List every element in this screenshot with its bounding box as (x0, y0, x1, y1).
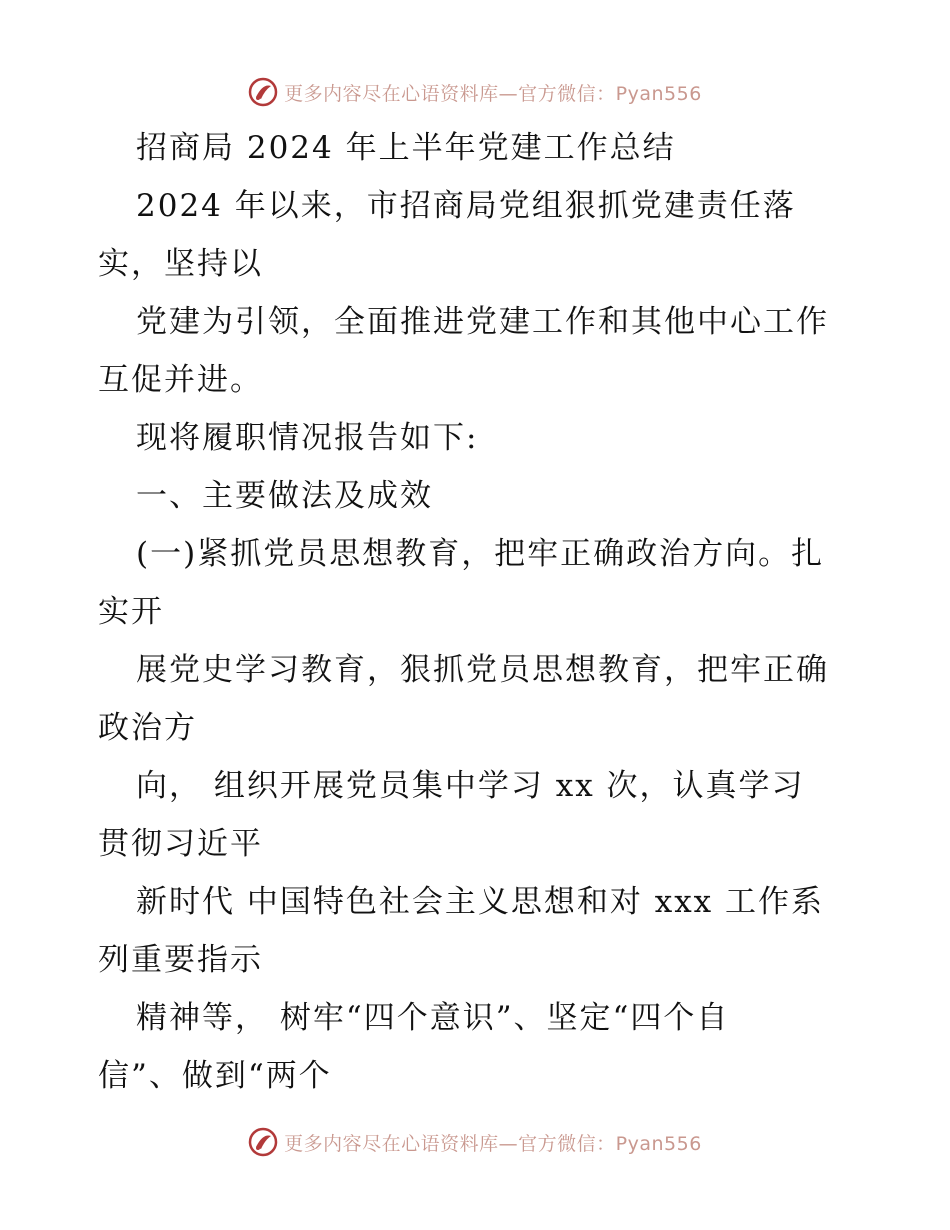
paragraph-line: 向， 组织开展党员集中学习 xx 次，认真学习 (136, 768, 805, 804)
paragraph-line: 2024 年以来，市招商局党组狠抓党建责任落 (136, 188, 796, 224)
paragraph-line: 互促并进。 (98, 362, 263, 398)
paragraph-line: 实开 (98, 594, 164, 630)
subsection-heading: (一)紧抓党员思想教育，把牢正确政治方向。扎 (136, 536, 825, 572)
brand-logo-icon (248, 77, 278, 107)
brand-logo-icon (248, 1127, 278, 1157)
footer-banner (0, 1122, 950, 1162)
paragraph-line: 贯彻习近平 (98, 826, 263, 862)
paragraph-line: 实，坚持以 (98, 246, 263, 282)
paragraph-line: 信”、做到“两个 (98, 1058, 332, 1094)
paragraph-line: 列重要指示 (98, 942, 263, 978)
paragraph-line: 新时代 中国特色社会主义思想和对 xxx 工作系 (136, 884, 825, 920)
paragraph-line: 精神等， 树牢“四个意识”、坚定“四个自 (136, 1000, 730, 1036)
header-banner (0, 72, 950, 112)
paragraph-line: 党建为引领，全面推进党建工作和其他中心工作 (136, 304, 829, 340)
paragraph-line: 政治方 (98, 710, 197, 746)
header-banner-text: 更多内容尽在心语资料库—官方微信：Pyan556 (284, 82, 702, 105)
paragraph-line: 现将履职情况报告如下: (136, 420, 479, 456)
document-title: 招商局 2024 年上半年党建工作总结 (136, 130, 676, 166)
footer-banner-text: 更多内容尽在心语资料库—官方微信：Pyan556 (284, 1132, 702, 1155)
section-heading: 一、主要做法及成效 (136, 478, 433, 514)
paragraph-line: 展党史学习教育，狠抓党员思想教育，把牢正确 (136, 652, 829, 688)
